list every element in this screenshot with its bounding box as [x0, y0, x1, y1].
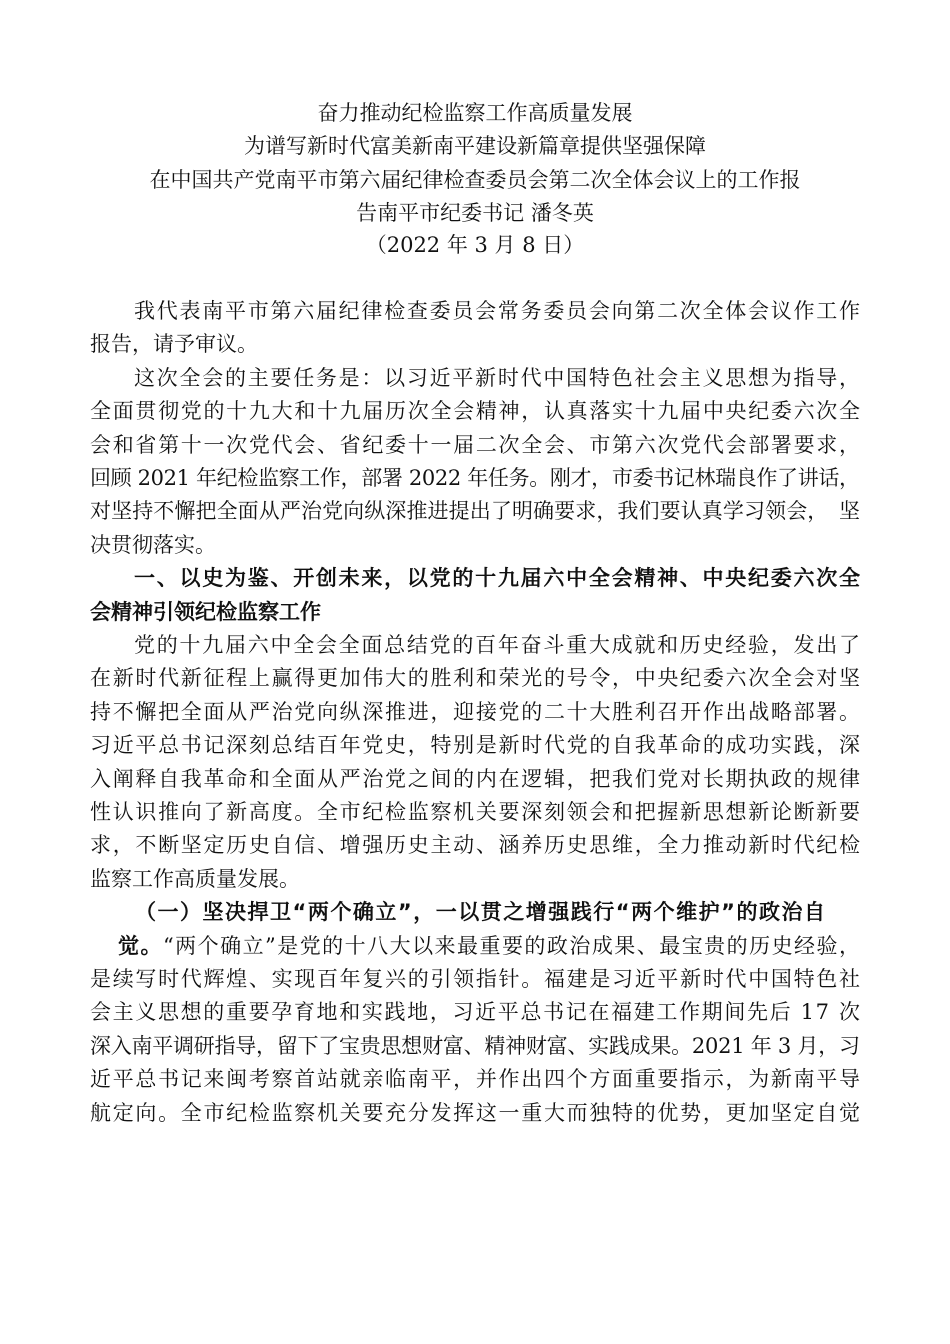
heading-line: 会精神引领纪检监察工作 [90, 599, 321, 624]
paragraph-line [118, 931, 860, 961]
title-line: 奋力推动纪检监察工作高质量发展 [317, 101, 633, 125]
paragraph-line: 回顾 2021 年纪检监察工作，部署 2022 年任务。刚才，市委书记林瑞良作了讲话， [90, 466, 860, 490]
paragraph-line: 持不懈把全面从严治党向纵深推进，迎接党的二十大胜利召开作出战略部署。 [90, 699, 862, 724]
paragraph-line: 求，不断坚定历史自信、增强历史主动、涵养历史思维，全力推动新时代纪检 [90, 833, 862, 858]
paragraph-line: 航定向。全市纪检监察机关要充分发挥这一重大而独特的优势，更加坚定自觉 [90, 1100, 862, 1125]
paragraph-line: 对坚持不懈把全面从严治党向纵深推进提出了明确要求，我们要认真学习领会， 坚 [90, 499, 861, 524]
paragraph-line: 我代表南平市第六届纪律检查委员会常务委员会向第二次全体会议作工作 [134, 299, 862, 323]
paragraph-line: 性认识推向了新高度。全市纪检监察机关要深刻领会和把握新思想新论断新要 [90, 800, 862, 824]
paragraph-line: 监察工作高质量发展。 [90, 866, 300, 891]
paragraph-line: 决贯彻落实。 [90, 532, 216, 557]
title-line: 为谱写新时代富美新南平建设新篇章提供坚强保障 [244, 134, 706, 158]
paragraph-line: 报告，请予审议。 [90, 332, 258, 357]
title-line: （2022 年 3 月 8 日） [365, 233, 585, 257]
paragraph-line: 这次全会的主要任务是：以习近平新时代中国特色社会主义思想为指导， [134, 365, 862, 390]
subheading-tail: 觉。 [118, 933, 163, 958]
paragraph-line: 近平总书记来闽考察首站就亲临南平，并作出四个方面重要指示，为新南平导 [90, 1067, 862, 1092]
paragraph-line: 入阐释自我革命和全面从严治党之间的内在逻辑，把我们党对长期执政的规律 [90, 766, 862, 791]
paragraph-line: 会和省第十一次党代会、省纪委十一届二次全会、市第六次党代会部署要求， [90, 432, 862, 457]
paragraph-line-text: “两个确立”是党的十八大以来最重要的政治成果、最宝贵的历史经验， [162, 933, 862, 958]
paragraph-line: 会主义思想的重要孕育地和实践地，习近平总书记在福建工作期间先后 17 次 [90, 1000, 862, 1025]
heading-line: 一、以史为鉴、开创未来，以党的十九届六中全会精神、中央纪委六次全 [134, 566, 862, 591]
paragraph-line: 是续写时代辉煌、实现百年复兴的引领指针。福建是习近平新时代中国特色社 [90, 967, 862, 991]
subheading-line: （一）坚决捍卫“两个确立”，一以贯之增强践行“两个维护”的政治自 [135, 900, 827, 925]
title-line: 告南平市纪委书记 潘冬英 [356, 201, 594, 225]
paragraph-line: 深入南平调研指导，留下了宝贵思想财富、精神财富、实践成果。2021 年 3 月，习 [90, 1033, 860, 1058]
paragraph-line: 在新时代新征程上赢得更加伟大的胜利和荣光的号令，中央纪委六次全会对坚 [90, 666, 862, 691]
title-line: 在中国共产党南平市第六届纪律检查委员会第二次全体会议上的工作报 [149, 168, 801, 192]
paragraph-line: 习近平总书记深刻总结百年党史，特别是新时代党的自我革命的成功实践，深 [90, 733, 862, 758]
paragraph-line: 党的十九届六中全会全面总结党的百年奋斗重大成就和历史经验，发出了 [134, 633, 862, 657]
paragraph-line: 全面贯彻党的十九大和十九届历次全会精神，认真落实十九届中央纪委六次全 [90, 399, 862, 424]
